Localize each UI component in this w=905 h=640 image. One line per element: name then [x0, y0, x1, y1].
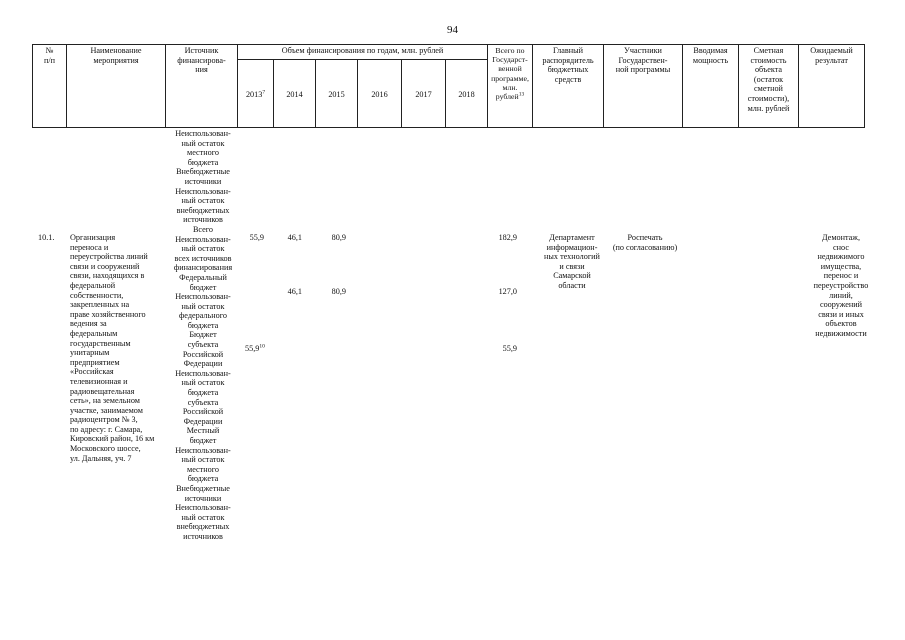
header-year-2013 [238, 90, 273, 100]
federal-sum: 127,0 [498, 287, 517, 296]
source-item: Неиспользован- ный остаток федерального бюджета [175, 292, 231, 330]
header-total-text: Всего по Государст- венной программе, млн. рублей [491, 46, 529, 102]
source-item: Внебюджетные источники [176, 167, 230, 186]
source-item: Неиспользован- ный остаток местного бюджета [175, 445, 231, 484]
source-item: Неиспользован- ный остаток внебюджетных источников [175, 503, 231, 541]
row-number: 10.1. [38, 233, 55, 242]
regional-sum: 55,9 [502, 344, 517, 353]
source-column [168, 129, 238, 542]
header-year-2014: 2014 [286, 90, 303, 99]
footnote-ref: 13 [518, 91, 525, 98]
footnote-ref: 10 [259, 343, 265, 350]
source-item-federal: Федеральный бюджет [179, 272, 227, 292]
expected-result: Демонтаж, снос недвижимого имущества, перенос и переустройство линий, сооружений связи и иных объектов недвижимости [813, 233, 869, 338]
source-item: Неиспользован- ный остаток бюджета субъекта Российской Федерации [175, 368, 231, 426]
header-col-line [237, 44, 238, 128]
header-col-line [864, 44, 865, 128]
header-capacity: Вводимая мощность [692, 46, 729, 65]
header-name: Наименование мероприятия [90, 46, 142, 65]
header-bottom-border [32, 127, 865, 128]
year-label: 2013 [245, 90, 263, 99]
regional-2013-value: 55,9 [245, 344, 260, 353]
source-item: Неиспользован- ный остаток внебюджетных источников [175, 186, 231, 225]
source-item-local: Местный бюджет [186, 426, 220, 445]
total-2013: 55,9 [249, 233, 264, 242]
total-2014: 46,1 [287, 233, 302, 242]
main-distributor: Департамент информацион- ных технологий и связи Самарской области [544, 233, 600, 290]
header-top-border [32, 44, 865, 45]
header-year-2017: 2017 [415, 90, 432, 99]
header-funding-title: Объем финансирования по годам, млн. рублей [281, 46, 444, 55]
header-year-2016: 2016 [371, 90, 388, 99]
source-item: Неиспользован- ный остаток местного бюджета [175, 129, 231, 167]
page-number: 94 [447, 24, 458, 36]
header-result: Ожидаемый результат [810, 46, 853, 65]
header-source: Источник финансирова- ния [177, 46, 226, 75]
header-year-2015: 2015 [328, 90, 345, 99]
table-header [32, 44, 865, 128]
source-item-regional: Бюджет субъекта Российской Федерации [182, 330, 224, 369]
measure-name: Организация переноса и переустройства линий связи и сооружений связи, находящихся в федеральной собственности, закрепленных на праве хозяйственного ведения за федеральным государственным унитарным предприятием «Российская телевизионная и радиовещательная сеть», на земельном участке, занимаемом радиоцентром № 3, по адресу: г. Самара, Кировский район, 16 км Московского шоссе, ул. Дальняя, уч. 7 [70, 233, 155, 463]
header-year-2018: 2018 [458, 90, 475, 99]
source-item: Неиспользован- ный остаток всех источников финансирования [173, 234, 233, 273]
header-participants: Участники Государствен- ной программы [615, 46, 671, 75]
regional-2013 [245, 344, 285, 354]
years-divider-line [237, 59, 487, 60]
total-sum: 182,9 [498, 233, 517, 242]
header-distributor: Главный распорядитель бюджетных средств [542, 46, 594, 84]
program-participants: Роспечать (по согласованию) [612, 233, 678, 252]
total-2015: 80,9 [331, 233, 346, 242]
footnote-ref: 7 [262, 89, 266, 96]
federal-2014: 46,1 [287, 287, 302, 296]
header-total [488, 46, 532, 101]
header-cost: Сметная стоимость объекта (остаток сметной стоимости), млн. рублей [747, 46, 790, 113]
header-num: № п/п [43, 46, 56, 65]
source-item-total: Всего [192, 224, 214, 234]
federal-2015: 80,9 [331, 287, 346, 296]
source-item-extrabudget: Внебюджетные источники [176, 483, 230, 503]
